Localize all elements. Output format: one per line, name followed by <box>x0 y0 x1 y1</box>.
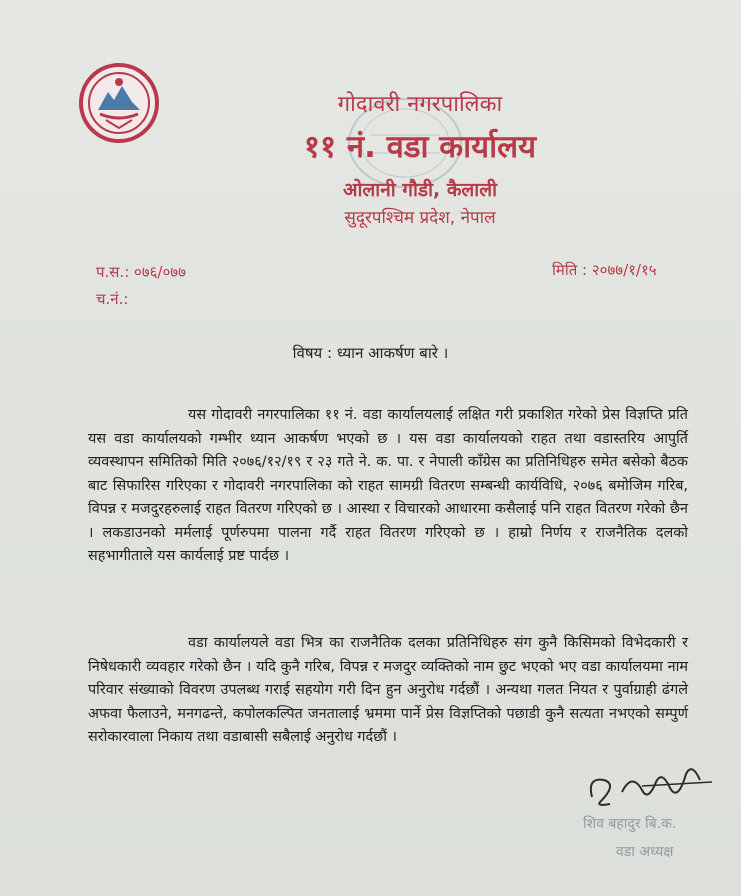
letter-date: मिति : २०७७/१/१५ <box>552 261 657 279</box>
signatory-name: शिव बहादुर बि.क. <box>583 816 677 832</box>
signature-icon <box>582 752 722 822</box>
nepal-emblem-icon <box>78 62 160 144</box>
office-location: ओलानी गौडी, कैलाली <box>342 179 498 201</box>
province-name: सुदूरपश्चिम प्रदेश, नेपाल <box>344 208 496 228</box>
body-paragraph-1: यस गोदावरी नगरपालिका ११ नं. वडा कार्यालयलाई लक्षित गरी प्रकाशित गरेको प्रेस विज्ञप्ति प्रति यस वडा कार्यालयको गम्भीर ध्यान आकर्षण भएको छ । यस वडा कार्यालयको राहत तथा वडास्तरिय आपुर्ति व्यवस्थापन समितिको मिति २०७६/१२/१९ र २३ गते ने. क. पा. र नेपाली काँग्रेस का प्रतिनिधिहरु समेत बसेको बैठक बाट सिफारिस गरिएका र गोदावरी नगरपालिका को राहत सामग्री वितरण सम्बन्धी कार्यविधि, २०७६ बमोजिम गरिब, विपन्न र मजदुरहरुलाई राहत वितरण गरिएको छ । आस्था र विचारको आधारमा कसैलाई पनि राहत वितरण गरेको छैन । लकडाउनको मर्मलाई पूर्णरुपमा पालना गर्दै राहत वितरण गरिएको छ । हाम्रो निर्णय र राजनैतिक दलको सहभागीताले यस कार्यलाई प्रष्ट पार्दछ । <box>88 407 688 564</box>
municipality-name: गोदावरी नगरपालिका <box>337 92 503 117</box>
dispatch-number: च.नं.: <box>96 290 129 308</box>
body-paragraph-2: वडा कार्यालयले वडा भित्र का राजनैतिक दलका प्रतिनिधिहरु संग कुनै किसिमको विभेदकारी र निषेधकारी व्यवहार गरेको छैन । यदि कुनै गरिब, विपन्न र मजदुर व्यक्तिको नाम छुट भएको भए वडा कार्यालयमा नाम परिवार संख्याको विवरण उपलब्ध गराई सहयोग गरी दिन हुन अनुरोध गर्दछौं । अन्यथा गलत नियत र पुर्वाग्राही ढंगले अफवा फैलाउने, मनगढन्ते, कपोलकल्पित जनतालाई भ्रममा पार्ने प्रेस विज्ञप्तिको पछाडी कुनै सत्यता नभएको सम्पुर्ण सरोकारवाला निकाय तथा वडाबासी सबैलाई अनुरोध गर्दछौं । <box>88 635 688 745</box>
office-name: ११ नं. वडा कार्यालय <box>303 129 537 165</box>
letter-subject: विषय : ध्यान आकर्षण बारे । <box>292 344 449 362</box>
signatory-title: वडा अध्यक्ष <box>616 844 674 860</box>
reference-number: प.स.: ०७६/०७७ <box>96 263 186 281</box>
